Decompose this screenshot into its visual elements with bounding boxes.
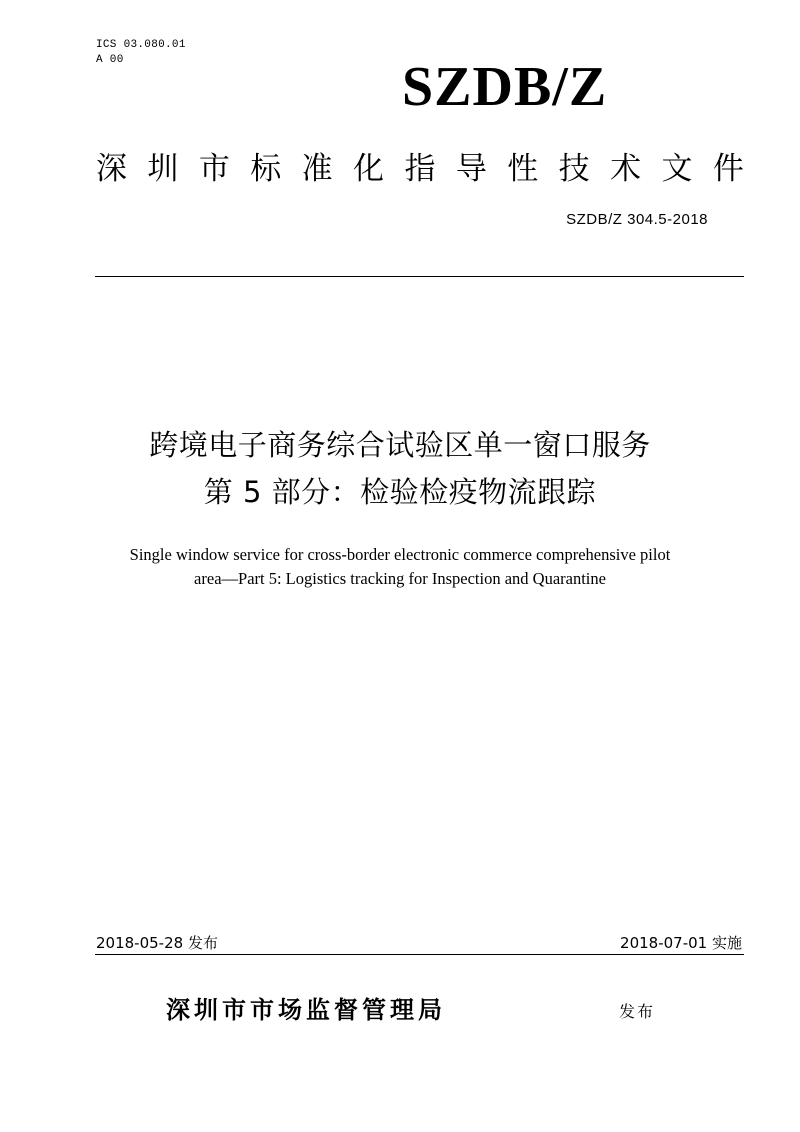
title-en-line2: area—Part 5: Logistics tracking for Inspection and Quarantine [194,569,606,588]
document-type-char: 文 [661,151,693,187]
document-type-char: 导 [455,151,487,187]
document-type-char: 标 [250,151,282,187]
standard-number: SZDB/Z 304.5-2018 [566,211,708,228]
document-type-char: 圳 [147,151,179,187]
ics-classification [96,38,186,68]
document-type-char: 指 [404,151,436,187]
title-en-line1: Single window service for cross-border electronic commerce comprehensive pilot [129,545,671,564]
document-type-char: 术 [610,151,642,187]
footer-divider [95,954,744,955]
document-type-char: 件 [712,151,744,187]
ics-code: ICS 03.080.01 [96,39,186,51]
implement-date: 2018-07-01 实施 [620,934,742,952]
document-type-char: 深 [96,151,127,187]
publish-label: 发布 [619,1002,656,1021]
document-type-char: 化 [353,151,385,187]
document-type [96,148,744,190]
standard-code: SZDB/Z [402,56,608,118]
ccs-code: A 00 [96,54,124,66]
publisher: 深圳市市场监督管理局 [166,996,446,1024]
document-type-char: 技 [558,151,590,187]
title-zh-line2: 第 5 部分：检验检疫物流跟踪 [203,475,597,509]
document-type-char: 性 [507,151,539,187]
document-type-char: 市 [198,151,230,187]
title-zh-line1: 跨境电子商务综合试验区单一窗口服务 [149,428,651,462]
header-divider [95,276,744,277]
document-type-char: 准 [301,151,333,187]
issue-date: 2018-05-28 发布 [96,934,218,952]
